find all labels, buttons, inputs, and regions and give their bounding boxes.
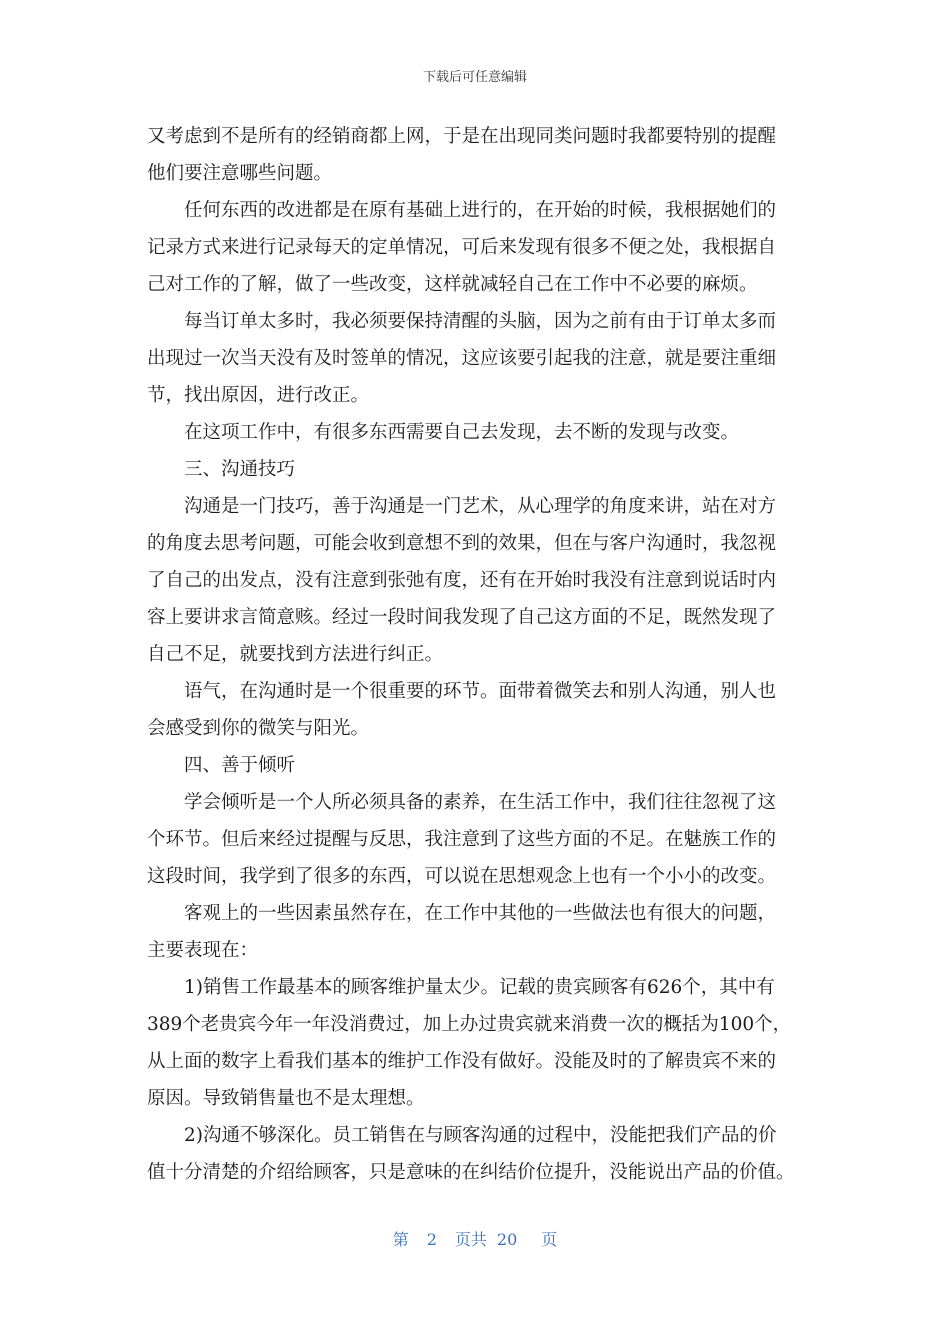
page-footer [0, 1227, 950, 1250]
footer-page-number: 2 [426, 1230, 437, 1249]
text-line: 值十分清楚的介绍给顾客，只是意味的在纠结价位提升，没能说出产品的价值。 [147, 1162, 795, 1183]
text-line: 主要表现在： [147, 940, 259, 961]
text-line: 的角度去思考问题，可能会收到意想不到的效果，但在与客户沟通时，我忽视 [147, 533, 777, 554]
text-line: 自己不足，就要找到方法进行纠正。 [147, 644, 444, 665]
text-line: 原因。导致销售量也不是太理想。 [147, 1088, 425, 1109]
text-line: 出现过一次当天没有及时签单的情况，这应该要引起我的注意，就是要注重细 [147, 348, 777, 369]
footer-prefix: 第 [392, 1230, 409, 1249]
text-line: 己对工作的了解，做了一些改变，这样就减轻自己在工作中不必要的麻烦。 [147, 274, 758, 295]
text-line: 从上面的数字上看我们基本的维护工作没有做好。没能及时的了解贵宾不来的 [147, 1051, 777, 1072]
text-line: 客观上的一些因素虽然存在，在工作中其他的一些做法也有很大的问题， [184, 903, 777, 924]
text-line: 任何东西的改进都是在原有基础上进行的，在开始的时候，我根据她们的 [184, 200, 777, 221]
text-line: 记录方式来进行记录每天的定单情况，可后来发现有很多不便之处，我根据自 [147, 237, 777, 258]
text-line: 他们要注意哪些问题。 [147, 163, 333, 184]
text-line: 会感受到你的微笑与阳光。 [147, 718, 370, 739]
text-line: 容上要讲求言简意赅。经过一段时间我发现了自己这方面的不足，既然发现了 [147, 607, 777, 628]
text-line: 2)沟通不够深化。员工销售在与顾客沟通的过程中，没能把我们产品的价 [184, 1125, 777, 1146]
text-line: 每当订单太多时，我必须要保持清醒的头脑，因为之前有由于订单太多而 [184, 311, 777, 332]
text-line: 又考虑到不是所有的经销商都上网，于是在出现同类问题时我都要特别的提醒 [147, 126, 777, 147]
footer-suffix: 页 [541, 1230, 558, 1249]
text-line: 沟通是一门技巧，善于沟通是一门艺术，从心理学的角度来讲，站在对方 [184, 496, 777, 517]
text-line: 四、善于倾听 [184, 755, 296, 776]
text-line: 个环节。但后来经过提醒与反思，我注意到了这些方面的不足。在魅族工作的 [147, 829, 777, 850]
text-line: 389个老贵宾今年一年没消费过，加上办过贵宾就来消费一次的概括为100个， [147, 1014, 792, 1035]
text-line: 在这项工作中，有很多东西需要自己去发现，去不断的发现与改变。 [184, 422, 740, 443]
footer-total-pages: 20 [496, 1230, 518, 1249]
text-line: 学会倾听是一个人所必须具备的素养，在生活工作中，我们往往忽视了这 [184, 792, 777, 813]
text-line: 了自己的出发点，没有注意到张弛有度，还有在开始时我没有注意到说话时内 [147, 570, 777, 591]
text-line: 这段时间，我学到了很多的东西，可以说在思想观念上也有一个小小的改变。 [147, 866, 777, 887]
document-body [147, 118, 807, 1191]
page-header: 下载后可任意编辑 [422, 70, 527, 85]
text-line: 1)销售工作最基本的顾客维护量太少。记载的贵宾顾客有626个，其中有 [184, 977, 775, 998]
text-line: 三、沟通技巧 [184, 459, 296, 480]
text-line: 语气，在沟通时是一个很重要的环节。面带着微笑去和别人沟通，别人也 [184, 681, 777, 702]
text-line: 节，找出原因，进行改正。 [147, 385, 370, 406]
footer-middle: 页共 [454, 1230, 487, 1249]
